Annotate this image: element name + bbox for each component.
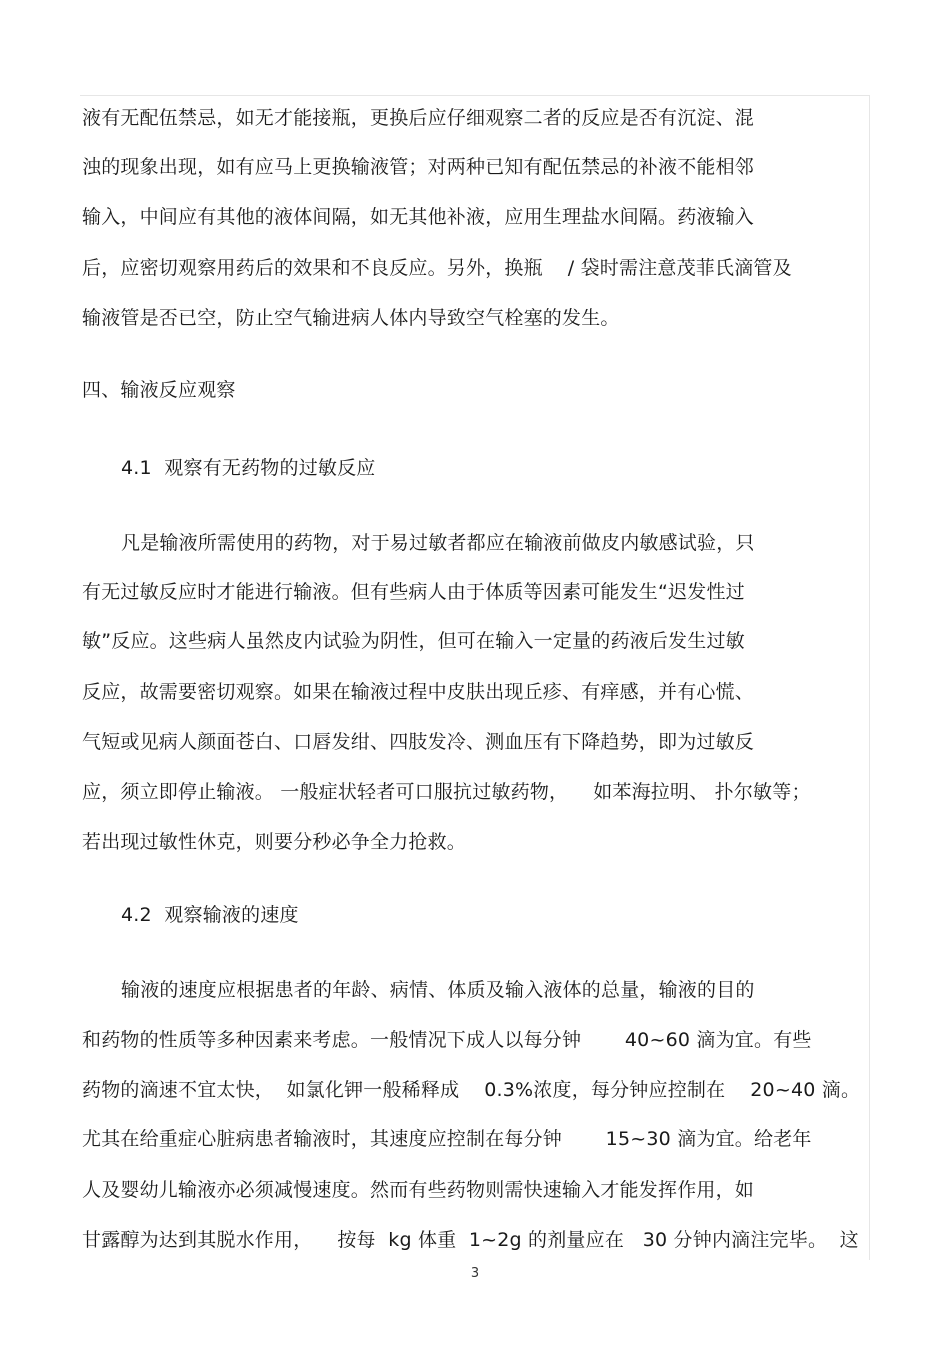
text-line: 气短或见病人颜面苍白、口唇发绀、四肢发冷、测血压有下降趋势，即为过敏反 xyxy=(82,731,755,753)
page-number: 3 xyxy=(470,1266,480,1281)
text-line: 输入，中间应有其他的液体间隔，如无其他补液，应用生理盐水间隔。药液输入 xyxy=(82,206,755,228)
text-line: 输液的速度应根据患者的年龄、病情、体质及输入液体的总量，输液的目的 xyxy=(121,979,755,1001)
text-line: 反应，故需要密切观察。如果在输液过程中皮肤出现丘疹、有痒感，并有心慌、 xyxy=(82,681,755,703)
text-line: 浊的现象出现，如有应马上更换输液管；对两种已知有配伍禁忌的补液不能相邻 xyxy=(82,156,755,178)
subsection-heading: 4.1 观察有无药物的过敏反应 xyxy=(121,457,376,479)
text-line: 应，须立即停止输液。 一般症状轻者可口服抗过敏药物， 如苯海拉明、 扑尔敏等； xyxy=(82,781,811,803)
page-border-top xyxy=(80,95,870,96)
section-heading: 四、输液反应观察 xyxy=(82,379,236,401)
text-line: 液有无配伍禁忌，如无才能接瓶，更换后应仔细观察二者的反应是否有沉淀、混 xyxy=(82,107,755,129)
text-line: 药物的滴速不宜太快， 如氯化钾一般稀释成 0.3%浓度，每分钟应控制在 20~40 滴。 xyxy=(82,1079,861,1101)
text-line: 输液管是否已空，防止空气输进病人体内导致空气栓塞的发生。 xyxy=(82,307,620,329)
text-line: 若出现过敏性休克，则要分秒必争全力抢救。 xyxy=(82,831,467,853)
text-line: 有无过敏反应时才能进行输液。但有些病人由于体质等因素可能发生“迟发性过 xyxy=(82,581,745,603)
page-border-right xyxy=(869,95,870,1260)
subsection-heading: 4.2 观察输液的速度 xyxy=(121,904,299,926)
text-line: 后，应密切观察用药后的效果和不良反应。另外，换瓶 / 袋时需注意茂菲氏滴管及 xyxy=(82,257,792,279)
text-line: 和药物的性质等多种因素来考虑。一般情况下成人以每分钟 40~60 滴为宜。有些 xyxy=(82,1029,812,1051)
text-line: 尤其在给重症心脏病患者输液时，其速度应控制在每分钟 15~30 滴为宜。给老年 xyxy=(82,1128,812,1150)
text-line: 凡是输液所需使用的药物，对于易过敏者都应在输液前做皮内敏感试验，只 xyxy=(121,532,755,554)
text-line: 人及婴幼儿输液亦必须减慢速度。然而有些药物则需快速输入才能发挥作用，如 xyxy=(82,1179,755,1201)
text-line: 敏”反应。这些病人虽然皮内试验为阴性，但可在输入一定量的药液后发生过敏 xyxy=(82,630,745,652)
text-line: 甘露醇为达到其脱水作用， 按每 kg 体重 1~2g 的剂量应在 30 分钟内滴注完毕。 这 xyxy=(82,1229,859,1251)
